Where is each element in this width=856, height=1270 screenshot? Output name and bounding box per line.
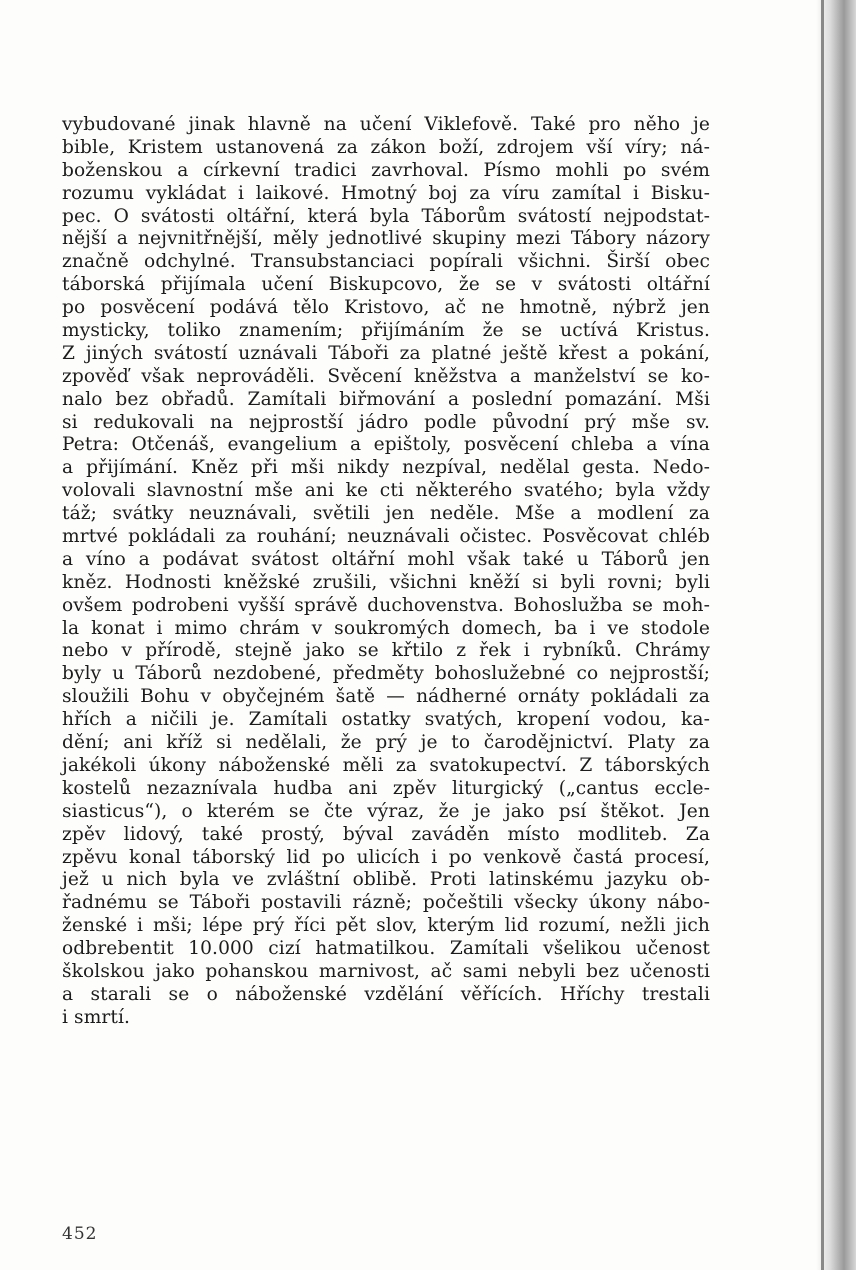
text-line-16: a přijímání. Kněz při mši nikdy nezpíval, nedělal gesta. Nedo- [62,457,710,479]
text-line-13: nalo bez obřadů. Zamítali biřmování a poslední pomazání. Mši [62,388,710,410]
text-line-34: jež u nich byla ve zvláštní oblibě. Proti latinskému jazyku ob- [62,869,710,891]
text-line-4: rozumu vykládat i laikové. Hmotný boj za víru zamítal i Bisku- [62,182,710,204]
text-line-19: mrtvé pokládali za rouhání; neuznávali očistec. Posvěcovat chléb [62,526,710,548]
text-line-32: zpěv lidový, také prostý, býval zaváděn místo modliteb. Za [62,823,710,845]
text-line-15: Petra: Otčenáš, evangelium a epištoly, posvěcení chleba a vína [62,434,710,456]
text-line-14: si redukovali na nejprostší jádro podle původní prý mše sv. [62,411,710,433]
book-binding-edge-line [821,0,824,1270]
text-line-29: jakékoli úkony náboženské měli za svatokupectví. Z táborských [62,754,710,776]
text-line-33: zpěvu konal táborský lid po ulicích i po venkově častá procesí, [62,846,710,868]
page-number: 452 [62,1224,98,1244]
text-line-6: nější a nejvnitřnější, měly jednotlivé skupiny mezi Tábory názory [62,228,710,250]
text-line-30: kostelů nezaznívala hudba ani zpěv liturgický („cantus eccle- [62,777,710,799]
text-line-38: školskou jako pohanskou marnivost, ač sami nebyli bez učenosti [62,960,710,982]
text-line-5: pec. O svátosti oltářní, která byla Táborům svátostí nejpodstat- [62,205,710,227]
text-line-21: kněz. Hodnosti kněžské zrušili, všichni kněží si byli rovni; byli [62,571,710,593]
text-line-39: a starali se o náboženské vzdělání věřících. Hříchy trestali [62,983,710,1005]
text-line-2: bible, Kristem ustanovená za zákon boží, zdrojem vší víry; ná- [62,136,710,158]
text-line-8: táborská přijímala učení Biskupcovo, že se v svátosti oltářní [62,274,710,296]
text-line-20: a víno a podávat svátost oltářní mohl však také u Táborů jen [62,548,710,570]
text-line-12: zpověď však neprováděli. Svěcení kněžstva a manželství se ko- [62,365,710,387]
text-line-3: boženskou a církevní tradici zavrhoval. Písmo mohli po svém [62,159,710,181]
text-line-28: dění; ani kříž si nedělali, že prý je to čarodějnictví. Platy za [62,732,710,754]
text-line-27: hřích a ničili je. Zamítali ostatky svatých, kropení vodou, ka- [62,709,710,731]
text-line-37: odbrebentit 10.000 cizí hatmatilkou. Zamítali všelikou učenost [62,938,710,960]
text-line-18: táž; svátky neuznávali, světili jen neděle. Mše a modlení za [62,503,710,525]
text-line-24: nebo v přírodě, stejně jako se křtilo z řek i rybníků. Chrámy [62,640,710,662]
text-line-7: značně odchylné. Transubstanciaci popírali všichni. Širší obec [62,251,710,273]
text-line-9: po posvěcení podává tělo Kristovo, ač ne hmotně, nýbrž jen [62,297,710,319]
text-line-17: volovali slavnostní mše ani ke cti některého svatého; byla vždy [62,480,710,502]
text-line-1: vybudované jinak hlavně na učení Viklefově. Také pro něho je [62,114,710,135]
text-line-22: ovšem podrobeni vyšší správě duchovenstva. Bohoslužba se moh- [62,594,710,616]
text-line-10: mysticky, toliko znamením; přijímáním že se uctívá Kristus. [62,320,710,342]
text-line-31: siasticus“), o kterém se čte výraz, že je jako psí štěkot. Jen [62,800,710,822]
text-line-25: byly u Táborů nezdobené, předměty bohoslužebné co nejprostší; [62,663,710,685]
text-line-11: Z jiných svátostí uznávali Táboři za platné ještě křest a pokání, [62,342,710,364]
text-line-26: sloužili Bohu v obyčejném šatě — nádherné ornáty pokládali za [62,686,710,708]
text-line-23: la konat i mimo chrám v soukromých domech, ba i ve stodole [62,617,710,639]
text-line-35: řadnému se Táboři postavili rázně; počeštili všecky úkony nábo- [62,892,710,914]
body-text [62,114,710,1030]
text-line-40: i smrtí. [62,1006,131,1028]
text-line-36: ženské i mši; lépe prý říci pět slov, kterým lid rozumí, nežli jich [62,915,710,937]
